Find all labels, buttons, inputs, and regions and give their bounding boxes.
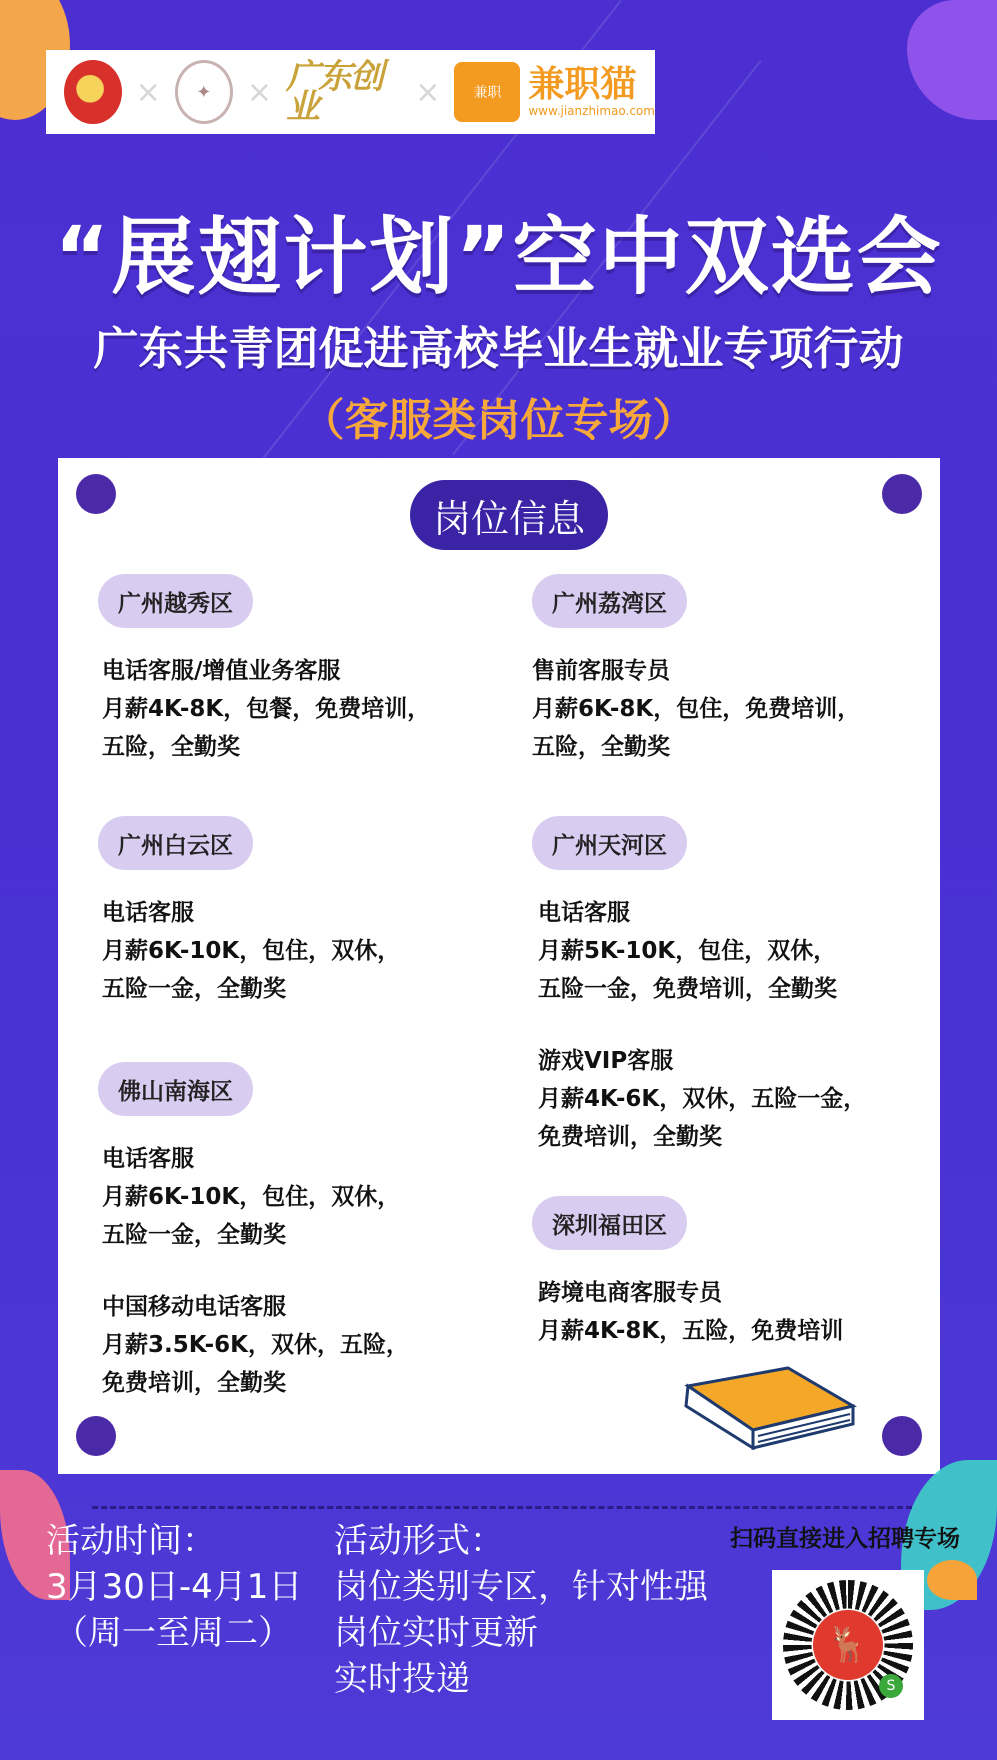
school-seal-icon: ✦ [175,60,233,124]
gd-entrepreneur-logo: 广东创业 [286,57,383,127]
times-separator: × [135,74,161,110]
jianzhimao-name: 兼职猫 [528,64,637,105]
job-entry: 电话客服 月薪6K-10K，包住，双休， 五险一金，全勤奖 [102,1146,401,1248]
job-entry: 电话客服 月薪5K-10K，包住，双休， 五险一金，免费培训，全勤奖 [538,900,837,1002]
activity-form [334,1518,708,1702]
decor-dot [76,474,116,514]
decor-dot [882,474,922,514]
decor-dot [882,1416,922,1456]
deer-icon: 🦌 [813,1610,883,1680]
leaf-decoration [927,1560,977,1600]
jianzhimao-logo [454,62,655,122]
activity-form-item: 岗位类别专区，针对性强 [334,1567,708,1607]
card-heading: 岗位信息 [410,480,608,550]
times-separator: × [415,74,441,110]
cat-icon: 兼职 [454,62,520,122]
activity-form-item: 岗位实时更新 [334,1613,538,1653]
district-tag: 广州白云区 [98,816,253,870]
times-separator: × [246,74,273,110]
activity-weekdays: （周一至周二） [54,1613,292,1653]
partner-logo-bar [46,50,655,134]
mini-program-icon: S [879,1674,903,1698]
youth-league-emblem-icon [64,60,122,124]
job-info-card [58,458,940,1474]
activity-dates: 3月30日-4月1日 [46,1567,303,1607]
activity-time-label: 活动时间： [46,1521,216,1561]
job-entry: 售前客服专员 月薪6K-8K，包住，免费培训， 五险，全勤奖 [532,658,861,760]
job-entry: 电话客服 月薪6K-10K，包住，双休， 五险一金，全勤奖 [102,900,401,1002]
qr-code[interactable] [772,1570,924,1720]
district-tag: 广州荔湾区 [532,574,687,628]
activity-form-item: 实时投递 [334,1659,470,1699]
jianzhimao-url: www.jianzhimao.com [528,104,655,118]
job-entry: 中国移动电话客服 月薪3.5K-6K，双休，五险， 免费培训，全勤奖 [102,1294,409,1396]
qr-label: 扫码直接进入招聘专场 [730,1526,960,1552]
district-tag: 佛山南海区 [98,1062,253,1116]
district-tag: 广州天河区 [532,816,687,870]
job-entry: 电话客服/增值业务客服 月薪4K-8K，包餐，免费培训， 五险，全勤奖 [102,658,431,760]
qr-code-pattern [783,1580,913,1710]
job-entry: 游戏VIP客服 月薪4K-6K，双休，五险一金， 免费培训，全勤奖 [538,1048,867,1150]
district-tag: 深圳福田区 [532,1196,687,1250]
job-entry: 跨境电商客服专员 月薪4K-8K，五险，免费培训 [538,1280,844,1344]
special-session-label: （客服类岗位专场） [300,395,697,446]
page-subtitle: 广东共青团促进高校毕业生就业专项行动 [93,322,904,375]
activity-time [46,1518,302,1656]
divider [92,1506,912,1509]
activity-form-label: 活动形式： [334,1521,504,1561]
page-title: “展翅计划”空中双选会 [54,208,943,306]
book-icon [678,1366,858,1450]
decor-dot [76,1416,116,1456]
district-tag: 广州越秀区 [98,574,253,628]
